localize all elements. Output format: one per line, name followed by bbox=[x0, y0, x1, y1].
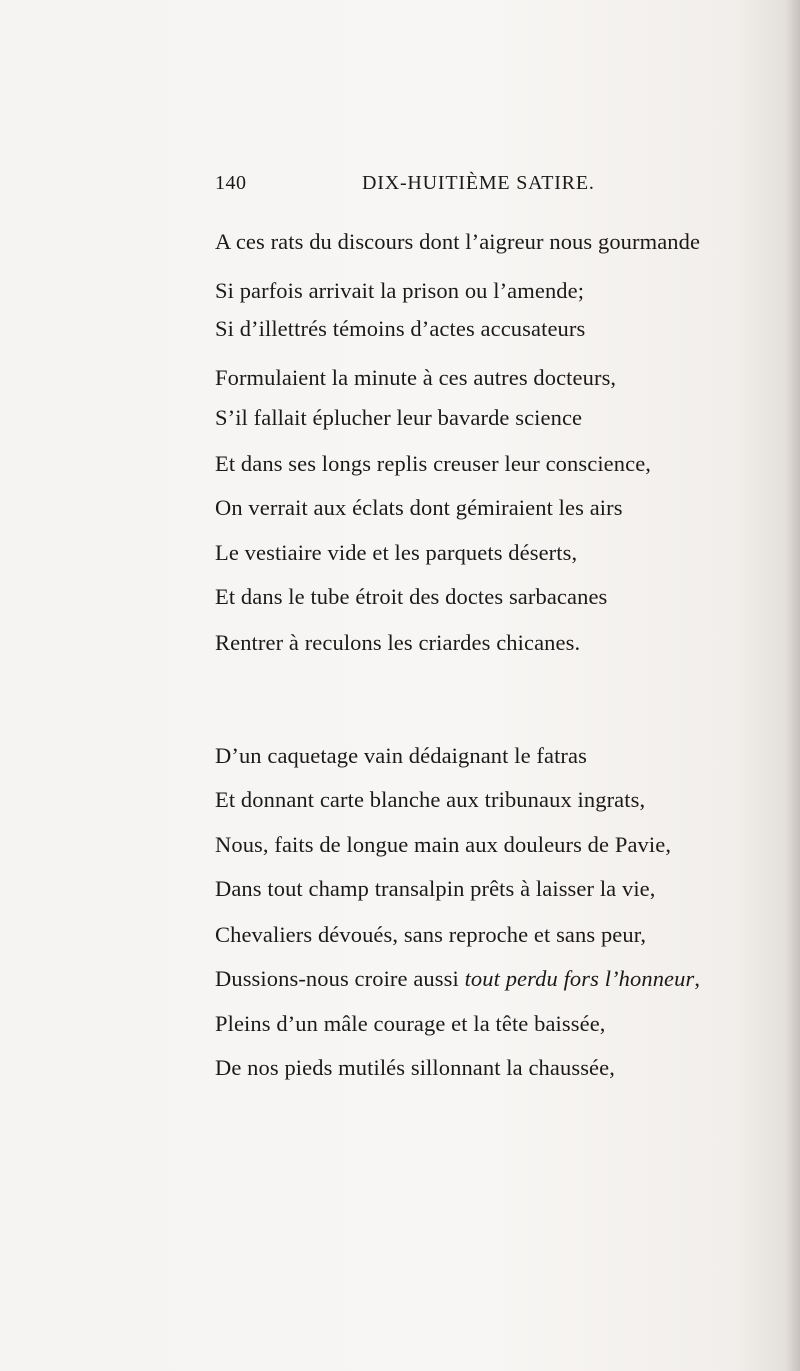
verse-text: Dussions-nous croire aussi bbox=[215, 966, 465, 991]
verse-line bbox=[215, 968, 700, 991]
verse-line: Le vestiaire vide et les parquets déserts, bbox=[215, 540, 578, 565]
verse-line: On verrait aux éclats dont gémiraient les airs bbox=[215, 495, 623, 520]
verse-line: Si parfois arrivait la prison ou l’amende; bbox=[215, 278, 585, 303]
verse-line: Pleins d’un mâle courage et la tête baissée, bbox=[215, 1011, 606, 1036]
running-title: DIX-HUITIÈME SATIRE. bbox=[362, 172, 595, 194]
verse-punctuation: , bbox=[694, 966, 701, 991]
verse-line: S’il fallait éplucher leur bavarde science bbox=[215, 405, 583, 430]
verse-line: Rentrer à reculons les criardes chicanes. bbox=[215, 630, 581, 655]
verse-line: Formulaient la minute à ces autres docteurs, bbox=[215, 365, 617, 390]
verse-line: Chevaliers dévoués, sans reproche et sans peur, bbox=[215, 922, 647, 947]
verse-line: Dans tout champ transalpin prêts à laisser la vie, bbox=[215, 876, 656, 901]
verse-line: Et dans ses longs replis creuser leur conscience, bbox=[215, 451, 652, 476]
verse-line: D’un caquetage vain dédaignant le fatras bbox=[215, 743, 587, 768]
verse-line: Nous, faits de longue main aux douleurs de Pavie, bbox=[215, 832, 672, 857]
verse-line: De nos pieds mutilés sillonnant la chaussée, bbox=[215, 1055, 615, 1080]
verse-line: Et dans le tube étroit des doctes sarbacanes bbox=[215, 584, 608, 609]
verse-line: A ces rats du discours dont l’aigreur nous gourmande bbox=[215, 229, 701, 254]
page-number: 140 bbox=[215, 172, 247, 194]
verse-line: Si d’illettrés témoins d’actes accusateurs bbox=[215, 316, 586, 341]
page-header bbox=[215, 172, 635, 198]
italic-phrase: tout perdu fors l’honneur bbox=[464, 966, 695, 991]
page-edge-shadow bbox=[786, 0, 800, 1371]
verse-line: Et donnant carte blanche aux tribunaux ingrats, bbox=[215, 787, 646, 812]
